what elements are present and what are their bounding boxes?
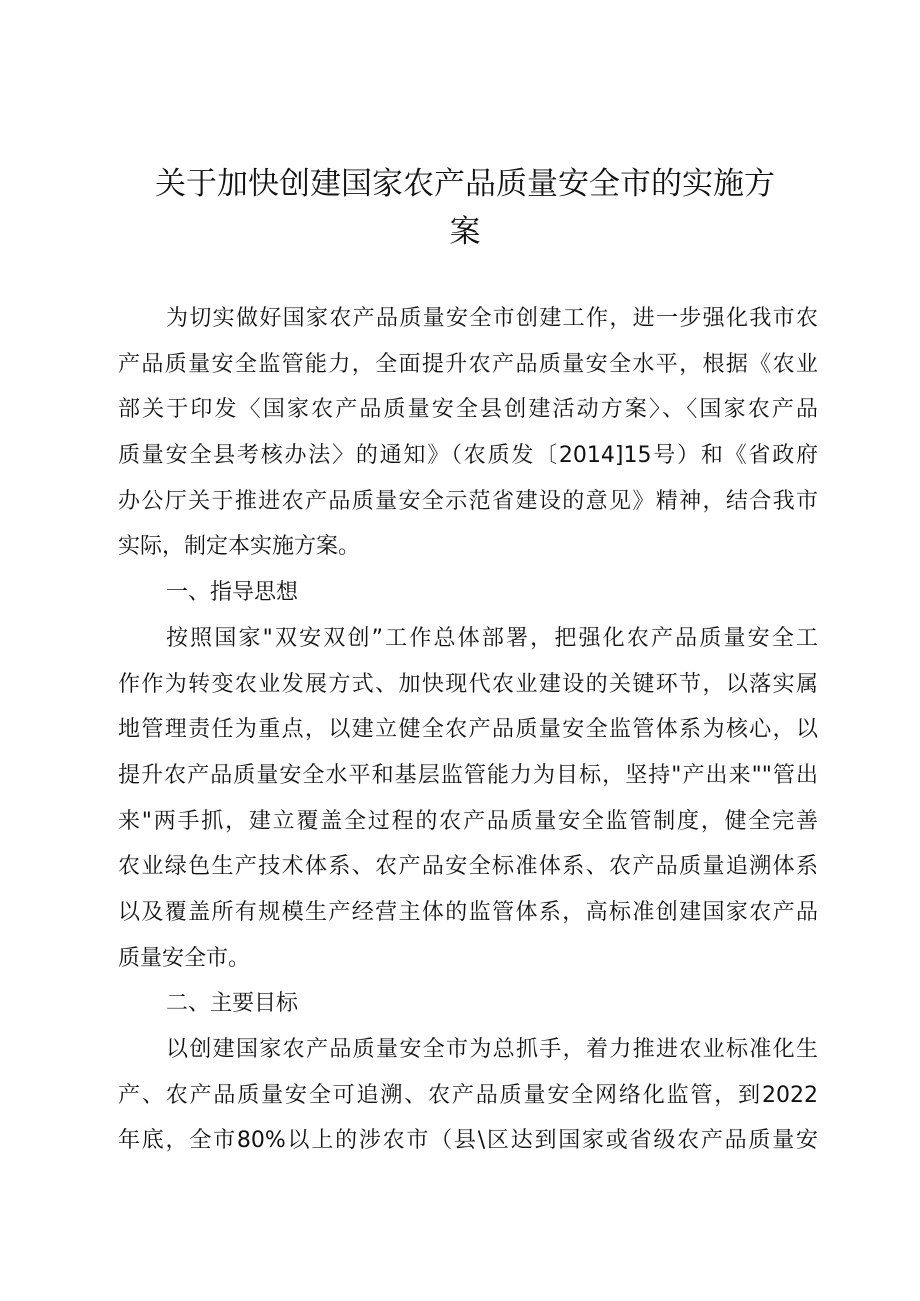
section1-paragraph-line-5: 来"两手抓，建立覆盖全过程的农产品质量安全监管制度，健全完善 [118,808,818,834]
title-line-1: 关于加快创建国家农产品质量安全市的实施方 [155,166,775,202]
intro-paragraph-line-1: 为切实做好国家农产品质量安全市创建工作，进一步强化我市农 [166,306,818,331]
intro-paragraph-line-2: 产品质量安全监管能力，全面提升农产品质量安全水平，根据《农业 [118,351,818,377]
section2-paragraph-line-3: 年底，全市80%以上的涉农市（县\区达到国家或省级农产品质量安 [118,1128,818,1154]
intro-paragraph-line-3: 部关于印发〈国家农产品质量安全县创建活动方案〉、〈国家农产品 [118,397,818,423]
section1-paragraph-line-8: 质量安全市。 [118,945,251,971]
section1-paragraph-line-6: 农业绿色生产技术体系、农产品安全标准体系、农产品质量追溯体系 [118,854,818,880]
section-heading-main-goals: 二、主要目标 [166,991,299,1017]
section1-paragraph-line-1: 按照国家"双安双创”工作总体部署，把强化农产品质量安全工 [166,625,818,651]
section2-paragraph-line-1: 以创建国家农产品质量安全市为总抓手，着力推进农业标准化生 [166,1037,818,1062]
document-body [118,296,818,1164]
section1-paragraph-line-4: 提升农产品质量安全水平和基层监管能力为目标，坚持"产出来""管出 [118,762,818,788]
document-title [150,160,780,256]
section1-paragraph-line-2: 作作为转变农业发展方式、加快现代农业建设的关键环节，以落实属 [118,671,818,697]
section1-paragraph-line-7: 以及覆盖所有规模生产经营主体的监管体系，高标准创建国家农产品 [118,899,818,925]
intro-paragraph-line-6: 实际，制定本实施方案。 [118,534,361,560]
section-heading-guiding-ideology: 一、指导思想 [166,580,299,606]
title-line-2: 案 [449,214,481,250]
section1-paragraph-line-3: 地管理责任为重点，以建立健全农产品质量安全监管体系为核心，以 [118,717,818,743]
section2-paragraph-line-2: 产、农产品质量安全可追溯、农产品质量安全网络化监管，到2022 [118,1082,818,1108]
intro-paragraph-line-4: 质量安全县考核办法〉的通知》（农质发〔2014]15号）和《省政府 [118,443,818,469]
intro-paragraph-line-5: 办公厅关于推进农产品质量安全示范省建设的意见》精神，结合我市 [118,488,818,514]
